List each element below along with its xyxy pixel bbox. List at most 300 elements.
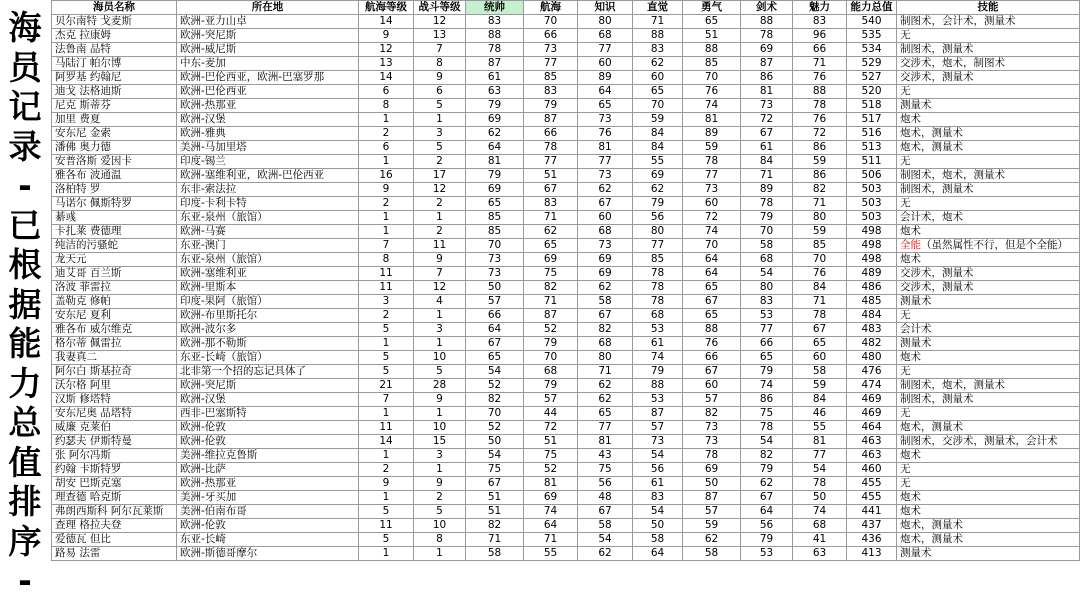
- cell-col-nav-level: 12: [359, 43, 414, 57]
- cell-col-courage: 73: [683, 435, 741, 449]
- cell-col-intuition: 64: [633, 547, 683, 561]
- cell-col-skills: 炮术: [897, 351, 1080, 365]
- cell-col-skills: 炮术，测量术: [897, 533, 1080, 547]
- cell-col-navigation: 44: [524, 407, 578, 421]
- cell-col-knowledge: 62: [578, 379, 633, 393]
- cell-col-name: 胡安 巴斯克塞: [52, 477, 177, 491]
- cell-col-total: 484: [847, 309, 897, 323]
- cell-col-nav-level: 1: [359, 337, 414, 351]
- cell-col-location: 欧洲-波尔多: [177, 323, 359, 337]
- cell-col-nav-level: 21: [359, 379, 414, 393]
- cell-col-knowledge: 56: [578, 477, 633, 491]
- cell-col-swordsmanship: 73: [741, 99, 793, 113]
- cell-col-total: 535: [847, 29, 897, 43]
- cell-col-swordsmanship: 82: [741, 449, 793, 463]
- cell-col-knowledge: 82: [578, 323, 633, 337]
- cell-col-charm: 55: [793, 421, 847, 435]
- cell-col-command: 57: [466, 295, 524, 309]
- cell-col-knowledge: 77: [578, 155, 633, 169]
- cell-col-knowledge: 62: [578, 281, 633, 295]
- cell-col-battle-level: 4: [414, 295, 466, 309]
- cell-col-location: 北非第一个招的忘记具体了: [177, 365, 359, 379]
- table-row: [52, 141, 1080, 155]
- cell-col-skills: 交涉术，测量术: [897, 267, 1080, 281]
- cell-col-total: 503: [847, 197, 897, 211]
- cell-col-nav-level: 1: [359, 491, 414, 505]
- cell-col-intuition: 57: [633, 421, 683, 435]
- cell-col-charm: 80: [793, 211, 847, 225]
- cell-col-knowledge: 64: [578, 85, 633, 99]
- cell-col-courage: 73: [683, 183, 741, 197]
- cell-col-knowledge: 60: [578, 211, 633, 225]
- cell-col-skills: 炮术: [897, 253, 1080, 267]
- cell-col-courage: 67: [683, 295, 741, 309]
- cell-col-nav-level: 11: [359, 267, 414, 281]
- cell-col-battle-level: 3: [414, 449, 466, 463]
- cell-col-skills: 炮术: [897, 225, 1080, 239]
- table-row: [52, 365, 1080, 379]
- cell-col-skills: 无: [897, 407, 1080, 421]
- cell-col-courage: 89: [683, 127, 741, 141]
- cell-col-swordsmanship: 58: [741, 239, 793, 253]
- cell-col-battle-level: 2: [414, 225, 466, 239]
- cell-col-name: 安东尼 金索: [52, 127, 177, 141]
- cell-col-total: 540: [847, 15, 897, 29]
- cell-col-battle-level: 6: [414, 85, 466, 99]
- cell-col-navigation: 71: [524, 533, 578, 547]
- cell-col-location: 欧洲-突尼斯: [177, 379, 359, 393]
- cell-col-name: 安普洛斯 爱因卡: [52, 155, 177, 169]
- cell-col-navigation: 81: [524, 477, 578, 491]
- cell-col-swordsmanship: 61: [741, 141, 793, 155]
- table-row: [52, 57, 1080, 71]
- cell-col-courage: 60: [683, 197, 741, 211]
- cell-col-intuition: 84: [633, 127, 683, 141]
- cell-col-battle-level: 1: [414, 309, 466, 323]
- cell-col-location: 东非-索法拉: [177, 183, 359, 197]
- cell-col-charm: 78: [793, 99, 847, 113]
- cell-col-command: 71: [466, 533, 524, 547]
- cell-col-total: 485: [847, 295, 897, 309]
- cell-col-name: 雅各布 威尔维克: [52, 323, 177, 337]
- cell-col-name: 洛波 菲雷拉: [52, 281, 177, 295]
- cell-col-charm: 85: [793, 239, 847, 253]
- side-title-char: 总: [8, 403, 42, 442]
- cell-col-navigation: 83: [524, 197, 578, 211]
- cell-col-command: 66: [466, 309, 524, 323]
- cell-col-command: 70: [466, 239, 524, 253]
- cell-col-battle-level: 10: [414, 421, 466, 435]
- cell-col-battle-level: 28: [414, 379, 466, 393]
- cell-col-intuition: 88: [633, 379, 683, 393]
- cell-col-nav-level: 1: [359, 407, 414, 421]
- cell-col-intuition: 59: [633, 113, 683, 127]
- cell-col-intuition: 74: [633, 351, 683, 365]
- cell-col-skills: 制图术，测量术: [897, 183, 1080, 197]
- cell-col-swordsmanship: 54: [741, 267, 793, 281]
- cell-col-navigation: 77: [524, 155, 578, 169]
- cell-col-location: 印度-锡兰: [177, 155, 359, 169]
- cell-col-total: 413: [847, 547, 897, 561]
- table-row: [52, 393, 1080, 407]
- cell-col-navigation: 75: [524, 449, 578, 463]
- cell-col-swordsmanship: 75: [741, 407, 793, 421]
- cell-col-name: 我妻真二: [52, 351, 177, 365]
- cell-col-swordsmanship: 86: [741, 393, 793, 407]
- cell-col-command: 67: [466, 477, 524, 491]
- cell-col-location: 欧洲-巴伦西亚: [177, 85, 359, 99]
- cell-col-knowledge: 48: [578, 491, 633, 505]
- header-col-command: 统帅: [466, 1, 524, 15]
- cell-col-navigation: 71: [524, 211, 578, 225]
- cell-col-charm: 60: [793, 351, 847, 365]
- table-row: [52, 43, 1080, 57]
- side-title-char: 能: [8, 324, 42, 363]
- cell-col-knowledge: 43: [578, 449, 633, 463]
- cell-col-location: 西非-巴塞斯特: [177, 407, 359, 421]
- cell-col-total: 455: [847, 477, 897, 491]
- cell-col-knowledge: 75: [578, 463, 633, 477]
- cell-col-name: 沃尔格 阿里: [52, 379, 177, 393]
- cell-col-total: 463: [847, 435, 897, 449]
- table-row: [52, 421, 1080, 435]
- table-row: [52, 29, 1080, 43]
- cell-col-swordsmanship: 53: [741, 309, 793, 323]
- table-row: [52, 197, 1080, 211]
- cell-col-skills: 交涉术，测量术: [897, 71, 1080, 85]
- cell-col-name: 约翰 卡斯特罗: [52, 463, 177, 477]
- cell-col-charm: 83: [793, 15, 847, 29]
- skill-highlight: 全能: [900, 239, 921, 251]
- side-title-char: 已: [8, 205, 42, 245]
- side-title-char: 值: [8, 442, 42, 482]
- cell-col-total: 489: [847, 267, 897, 281]
- cell-col-nav-level: 3: [359, 295, 414, 309]
- cell-col-command: 69: [466, 113, 524, 127]
- cell-col-navigation: 64: [524, 519, 578, 533]
- side-title-char: 据: [8, 284, 42, 324]
- cell-col-swordsmanship: 74: [741, 379, 793, 393]
- cell-col-command: 79: [466, 169, 524, 183]
- cell-col-knowledge: 65: [578, 99, 633, 113]
- cell-col-location: 欧洲-汉堡: [177, 113, 359, 127]
- cell-col-total: 437: [847, 519, 897, 533]
- cell-col-name: 马诺尔 佩斯特罗: [52, 197, 177, 211]
- side-title-char: 序: [8, 521, 42, 561]
- cell-col-battle-level: 9: [414, 71, 466, 85]
- cell-col-navigation: 73: [524, 43, 578, 57]
- cell-col-charm: 84: [793, 393, 847, 407]
- cell-col-total: 498: [847, 239, 897, 253]
- cell-col-intuition: 78: [633, 267, 683, 281]
- cell-col-total: 511: [847, 155, 897, 169]
- cell-col-total: 516: [847, 127, 897, 141]
- cell-col-swordsmanship: 78: [741, 29, 793, 43]
- cell-col-command: 67: [466, 337, 524, 351]
- cell-col-intuition: 70: [633, 99, 683, 113]
- cell-col-name: 弗朗西斯科 阿尔瓦莱斯: [52, 505, 177, 519]
- cell-col-location: 东亚-澳门: [177, 239, 359, 253]
- cell-col-battle-level: 1: [414, 463, 466, 477]
- cell-col-battle-level: 1: [414, 407, 466, 421]
- cell-col-intuition: 69: [633, 169, 683, 183]
- table-row: [52, 435, 1080, 449]
- cell-col-charm: 78: [793, 309, 847, 323]
- cell-col-total: 474: [847, 379, 897, 393]
- cell-col-skills: 炮术，测量术: [897, 127, 1080, 141]
- header-col-battle-level: 战斗等级: [414, 1, 466, 15]
- cell-col-nav-level: 14: [359, 435, 414, 449]
- cell-col-skills: 测量术: [897, 99, 1080, 113]
- cell-col-name: 迪戈 法格迪斯: [52, 85, 177, 99]
- cell-col-intuition: 71: [633, 15, 683, 29]
- cell-col-command: 64: [466, 141, 524, 155]
- cell-col-command: 50: [466, 435, 524, 449]
- cell-col-location: 欧洲-热那亚: [177, 99, 359, 113]
- cell-col-location: 东亚-长崎: [177, 533, 359, 547]
- header-col-skills: 技能: [897, 1, 1080, 15]
- cell-col-name: 雅各布 波通温: [52, 169, 177, 183]
- cell-col-battle-level: 9: [414, 253, 466, 267]
- cell-col-total: 529: [847, 57, 897, 71]
- cell-col-swordsmanship: 68: [741, 253, 793, 267]
- cell-col-location: 欧洲-雅典: [177, 127, 359, 141]
- cell-col-nav-level: 5: [359, 351, 414, 365]
- cell-col-courage: 74: [683, 99, 741, 113]
- header-col-courage: 勇气: [683, 1, 741, 15]
- table-row: [52, 127, 1080, 141]
- header-col-swordsmanship: 剑术: [741, 1, 793, 15]
- cell-col-charm: 96: [793, 29, 847, 43]
- side-title-char: 员: [8, 47, 42, 87]
- cell-col-charm: 59: [793, 155, 847, 169]
- cell-col-navigation: 79: [524, 337, 578, 351]
- cell-col-charm: 88: [793, 85, 847, 99]
- cell-col-swordsmanship: 71: [741, 169, 793, 183]
- cell-col-swordsmanship: 83: [741, 295, 793, 309]
- cell-col-charm: 86: [793, 141, 847, 155]
- cell-col-courage: 74: [683, 225, 741, 239]
- cell-col-nav-level: 1: [359, 225, 414, 239]
- cell-col-navigation: 62: [524, 225, 578, 239]
- cell-col-intuition: 56: [633, 463, 683, 477]
- cell-col-location: 欧洲-塞维利亚，欧洲-巴伦西亚: [177, 169, 359, 183]
- cell-col-skills: 制图术，炮术，测量术: [897, 169, 1080, 183]
- cell-col-battle-level: 5: [414, 505, 466, 519]
- cell-col-nav-level: 1: [359, 155, 414, 169]
- cell-col-charm: 63: [793, 547, 847, 561]
- cell-col-knowledge: 73: [578, 239, 633, 253]
- cell-col-battle-level: 10: [414, 351, 466, 365]
- cell-col-name: 龙天元: [52, 253, 177, 267]
- cell-col-navigation: 77: [524, 57, 578, 71]
- cell-col-location: 欧洲-突尼斯: [177, 29, 359, 43]
- cell-col-intuition: 62: [633, 57, 683, 71]
- side-title-char: 录: [8, 126, 42, 166]
- cell-col-charm: 46: [793, 407, 847, 421]
- cell-col-command: 51: [466, 491, 524, 505]
- cell-col-swordsmanship: 78: [741, 421, 793, 435]
- cell-col-name: 马陆汀 帕尔博: [52, 57, 177, 71]
- cell-col-knowledge: 80: [578, 351, 633, 365]
- cell-col-swordsmanship: 87: [741, 57, 793, 71]
- side-title-char: 海: [8, 8, 42, 47]
- cell-col-navigation: 83: [524, 85, 578, 99]
- cell-col-battle-level: 9: [414, 393, 466, 407]
- header-row: [52, 1, 1080, 15]
- cell-col-knowledge: 81: [578, 435, 633, 449]
- cell-col-knowledge: 58: [578, 519, 633, 533]
- cell-col-courage: 70: [683, 239, 741, 253]
- cell-col-location: 欧洲-威尼斯: [177, 43, 359, 57]
- cell-col-knowledge: 65: [578, 407, 633, 421]
- cell-col-knowledge: 68: [578, 225, 633, 239]
- cell-col-nav-level: 1: [359, 211, 414, 225]
- cell-col-skills: 制图术，交涉术，测量术，会计术: [897, 435, 1080, 449]
- cell-col-total: 498: [847, 225, 897, 239]
- table-row: [52, 211, 1080, 225]
- cell-col-intuition: 79: [633, 365, 683, 379]
- cell-col-courage: 88: [683, 323, 741, 337]
- cell-col-courage: 69: [683, 463, 741, 477]
- cell-col-battle-level: 1: [414, 337, 466, 351]
- cell-col-battle-level: 17: [414, 169, 466, 183]
- table-row: [52, 85, 1080, 99]
- table-row: [52, 15, 1080, 29]
- cell-col-intuition: 78: [633, 281, 683, 295]
- cell-col-command: 73: [466, 267, 524, 281]
- cell-col-name: 路易 法雷: [52, 547, 177, 561]
- cell-col-charm: 68: [793, 519, 847, 533]
- cell-col-command: 73: [466, 253, 524, 267]
- cell-col-location: 美洲-牙买加: [177, 491, 359, 505]
- cell-col-battle-level: 3: [414, 127, 466, 141]
- cell-col-navigation: 79: [524, 379, 578, 393]
- cell-col-charm: 82: [793, 183, 847, 197]
- table-row: [52, 267, 1080, 281]
- cell-col-knowledge: 67: [578, 197, 633, 211]
- cell-col-courage: 82: [683, 407, 741, 421]
- cell-col-intuition: 65: [633, 85, 683, 99]
- cell-col-location: 东亚-泉州（旅馆）: [177, 211, 359, 225]
- table-row: [52, 183, 1080, 197]
- cell-col-intuition: 53: [633, 393, 683, 407]
- cell-col-courage: 65: [683, 309, 741, 323]
- cell-col-navigation: 55: [524, 547, 578, 561]
- cell-col-courage: 76: [683, 85, 741, 99]
- cell-col-total: 469: [847, 393, 897, 407]
- cell-col-skills: 测量术: [897, 337, 1080, 351]
- cell-col-battle-level: 5: [414, 141, 466, 155]
- cell-col-courage: 65: [683, 15, 741, 29]
- cell-col-command: 70: [466, 407, 524, 421]
- cell-col-navigation: 82: [524, 281, 578, 295]
- cell-col-knowledge: 69: [578, 267, 633, 281]
- cell-col-navigation: 79: [524, 99, 578, 113]
- cell-col-nav-level: 2: [359, 197, 414, 211]
- cell-col-courage: 59: [683, 519, 741, 533]
- cell-col-nav-level: 14: [359, 15, 414, 29]
- cell-col-total: 506: [847, 169, 897, 183]
- cell-col-nav-level: 5: [359, 505, 414, 519]
- table-row: [52, 295, 1080, 309]
- cell-col-skills: 炮术，测量术: [897, 519, 1080, 533]
- cell-col-location: 东亚-长崎（旅馆）: [177, 351, 359, 365]
- cell-col-name: 威廉 克莱伯: [52, 421, 177, 435]
- cell-col-charm: 84: [793, 281, 847, 295]
- cell-col-command: 87: [466, 57, 524, 71]
- cell-col-intuition: 73: [633, 435, 683, 449]
- cell-col-name: 贝尔南特 戈麦斯: [52, 15, 177, 29]
- cell-col-intuition: 60: [633, 71, 683, 85]
- cell-col-intuition: 84: [633, 141, 683, 155]
- cell-col-navigation: 70: [524, 15, 578, 29]
- cell-col-swordsmanship: 81: [741, 85, 793, 99]
- cell-col-courage: 66: [683, 351, 741, 365]
- cell-col-command: 51: [466, 505, 524, 519]
- cell-col-location: 美洲-维拉克鲁斯: [177, 449, 359, 463]
- cell-col-location: 印度-果阿（旅馆）: [177, 295, 359, 309]
- header-col-charm: 魅力: [793, 1, 847, 15]
- cell-col-swordsmanship: 67: [741, 127, 793, 141]
- cell-col-command: 52: [466, 421, 524, 435]
- cell-col-swordsmanship: 79: [741, 533, 793, 547]
- cell-col-charm: 71: [793, 57, 847, 71]
- cell-col-swordsmanship: 56: [741, 519, 793, 533]
- cell-col-command: 65: [466, 197, 524, 211]
- cell-col-nav-level: 5: [359, 323, 414, 337]
- cell-col-name: 迪艾哥 百兰斯: [52, 267, 177, 281]
- cell-col-charm: 59: [793, 225, 847, 239]
- side-title-char: 排: [8, 482, 42, 521]
- cell-col-swordsmanship: 89: [741, 183, 793, 197]
- cell-col-nav-level: 6: [359, 85, 414, 99]
- cell-col-location: 印度-卡利卡特: [177, 197, 359, 211]
- cell-col-charm: 74: [793, 505, 847, 519]
- cell-col-swordsmanship: 72: [741, 113, 793, 127]
- cell-col-location: 欧洲-那不勒斯: [177, 337, 359, 351]
- table-row: [52, 99, 1080, 113]
- cell-col-swordsmanship: 65: [741, 351, 793, 365]
- cell-col-knowledge: 80: [578, 15, 633, 29]
- cell-col-knowledge: 77: [578, 43, 633, 57]
- cell-col-command: 54: [466, 365, 524, 379]
- cell-col-battle-level: 2: [414, 155, 466, 169]
- cell-col-name: 加里 费夏: [52, 113, 177, 127]
- table-row: [52, 337, 1080, 351]
- cell-col-name: 纯洁的污骚蛇: [52, 239, 177, 253]
- cell-col-skills: 无: [897, 29, 1080, 43]
- cell-col-skills: 制图术，会计术，测量术: [897, 15, 1080, 29]
- cell-col-navigation: 66: [524, 127, 578, 141]
- table-row: [52, 449, 1080, 463]
- cell-col-total: 436: [847, 533, 897, 547]
- cell-col-name: 洛柏特 罗: [52, 183, 177, 197]
- cell-col-nav-level: 8: [359, 99, 414, 113]
- cell-col-skills: 炮术: [897, 449, 1080, 463]
- table-row: [52, 463, 1080, 477]
- cell-col-location: 美洲-马加里塔: [177, 141, 359, 155]
- cell-col-courage: 78: [683, 155, 741, 169]
- cell-col-intuition: 77: [633, 239, 683, 253]
- cell-col-intuition: 68: [633, 309, 683, 323]
- cell-col-navigation: 51: [524, 435, 578, 449]
- cell-col-name: 格尔蒂 佩雷拉: [52, 337, 177, 351]
- cell-col-charm: 77: [793, 449, 847, 463]
- table-row: [52, 379, 1080, 393]
- cell-col-command: 50: [466, 281, 524, 295]
- cell-col-intuition: 87: [633, 407, 683, 421]
